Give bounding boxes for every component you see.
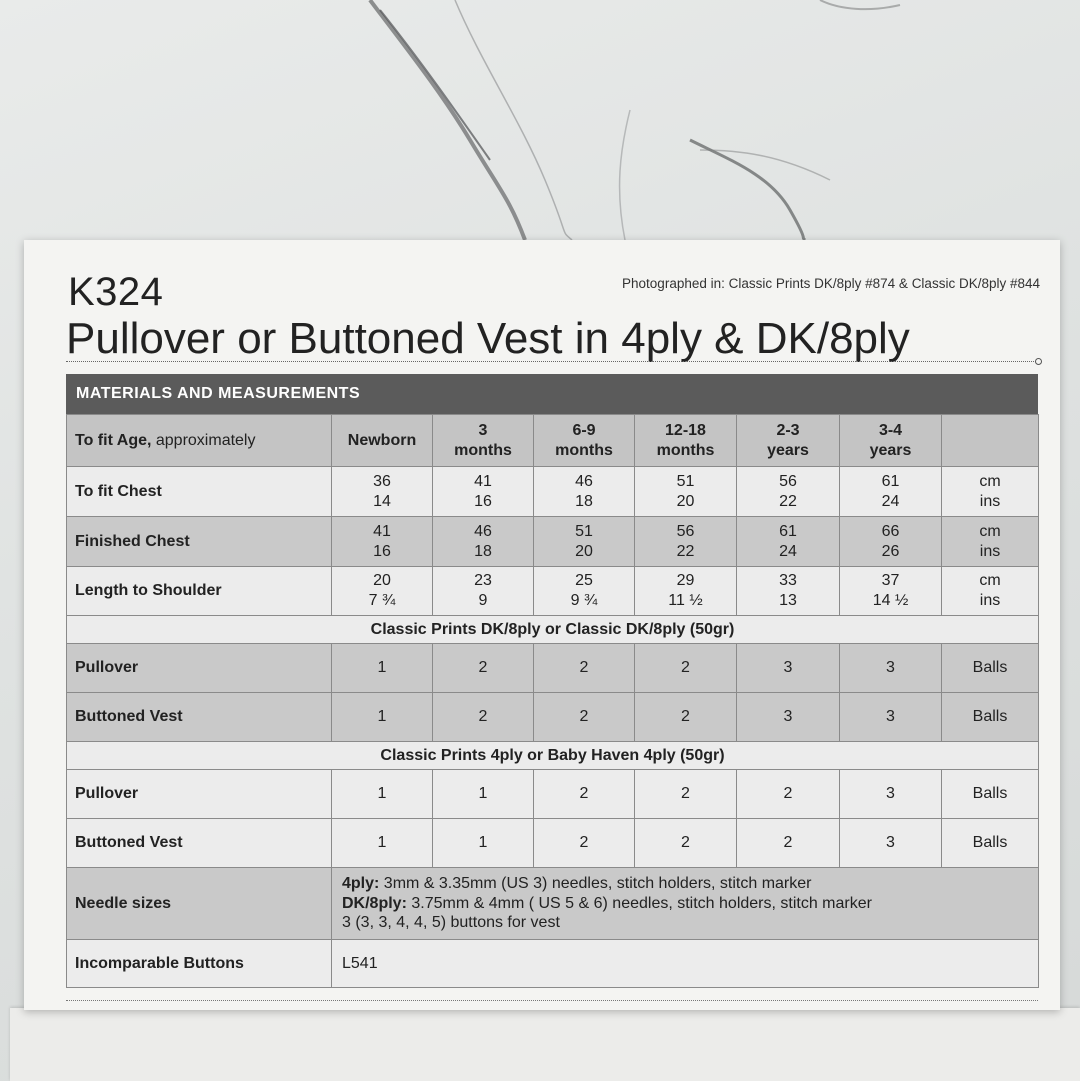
button-code: L541 xyxy=(332,940,1039,988)
4ply-yarn-heading-row xyxy=(67,742,1039,770)
age-label: To fit Age, approximately xyxy=(67,415,332,467)
size-3-4y: 3-4 years xyxy=(840,415,942,467)
row-label: Pullover xyxy=(67,770,332,819)
size-2-3y: 2-3 years xyxy=(737,415,840,467)
size-3m: 3 months xyxy=(433,415,534,467)
row-label: Incomparable Buttons xyxy=(67,940,332,988)
age-row xyxy=(67,415,1039,467)
4ply-vest-row: Buttoned Vest 1 1 2 2 2 3 Balls xyxy=(67,819,1039,868)
photographed-in-note: Photographed in: Classic Prints DK/8ply #874 & Classic DK/8ply #844 xyxy=(622,276,1040,291)
size-12-18m: 12-18 months xyxy=(635,415,737,467)
row-label: Buttoned Vest xyxy=(67,693,332,742)
needle-sizes-row xyxy=(67,868,1039,940)
pattern-sheet xyxy=(24,240,1060,1010)
row-label: To fit Chest xyxy=(67,467,332,517)
buttons-row xyxy=(67,940,1039,988)
pattern-code: K324 xyxy=(68,270,164,314)
underlying-page xyxy=(10,1008,1080,1081)
4ply-pullover-row: Pullover 1 1 2 2 2 3 Balls xyxy=(67,770,1039,819)
pattern-title: Pullover or Buttoned Vest in 4ply & DK/8ply xyxy=(66,314,910,363)
to-fit-chest-row: To fit Chest 36 14 41 16 46 18 51 20 56 22 61 24 cm ins xyxy=(67,467,1039,517)
bottom-divider xyxy=(66,1000,1038,1001)
size-newborn: Newborn xyxy=(332,415,433,467)
row-label: Finished Chest xyxy=(67,517,332,567)
row-label: Buttoned Vest xyxy=(67,819,332,868)
row-label: Length to Shoulder xyxy=(67,567,332,616)
size-6-9m: 6-9 months xyxy=(534,415,635,467)
title-divider xyxy=(66,361,1038,362)
dk-yarn-heading-row xyxy=(67,616,1039,644)
row-label: Pullover xyxy=(67,644,332,693)
4ply-yarn-heading: Classic Prints 4ply or Baby Haven 4ply (50gr) xyxy=(67,742,1039,770)
materials-header: MATERIALS AND MEASUREMENTS xyxy=(66,374,1038,414)
materials-table xyxy=(66,414,1039,988)
dk-yarn-heading: Classic Prints DK/8ply or Classic DK/8ply (50gr) xyxy=(67,616,1039,644)
finished-chest-row: Finished Chest 41 16 46 18 51 20 56 22 61 24 66 26 cm ins xyxy=(67,517,1039,567)
dk-pullover-row: Pullover 1 2 2 2 3 3 Balls xyxy=(67,644,1039,693)
length-to-shoulder-row: Length to Shoulder 20 7 ¾ 23 9 25 9 ¾ 29 11 ½ 33 13 37 14 ½ cm ins xyxy=(67,567,1039,616)
needle-details: 4ply: 3mm & 3.35mm (US 3) needles, stitch holders, stitch marker DK/8ply: 3.75mm & 4mm ( US 5 & 6) needles, stitch holders, stitch marker 3 (3, 3, 4, 4, 5) buttons for vest xyxy=(332,868,1039,940)
row-label: Needle sizes xyxy=(67,868,332,940)
unit-header xyxy=(942,415,1039,467)
marble-background xyxy=(0,0,1080,260)
dk-vest-row: Buttoned Vest 1 2 2 2 3 3 Balls xyxy=(67,693,1039,742)
